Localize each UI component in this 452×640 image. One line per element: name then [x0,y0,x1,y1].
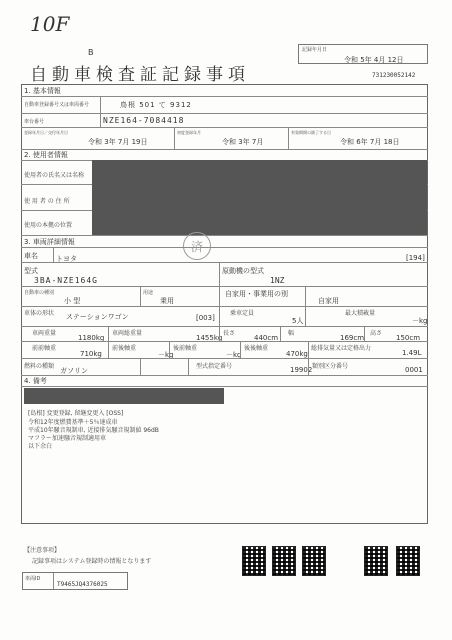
category-value: 0001 [405,366,423,374]
disp-value: 1.49L [402,349,422,357]
use-label: 用途 [143,290,154,296]
height-value: 150cm [396,334,421,342]
remark-1: [島根] 変更登録, 留継変更入 [OSS] [28,410,124,417]
reg-value: 鳥根 501 て 9312 [120,101,192,109]
record-date-value: 令和 5年 4月 12日 [344,56,404,64]
rf-label: 後前軸重 [173,345,198,352]
corner-letter: B [88,48,94,57]
notice-text: 記録事項はシステム登録時の情報となります [32,558,152,565]
category-label: 類別区分番号 [312,363,349,370]
use-value: 乗用 [160,297,174,305]
width-label: 幅 [288,330,295,337]
remark-2: 令和12年度燃費基準＋5％達成車 [28,419,118,426]
document-number: 731230052142 [372,72,416,79]
vehicle-id-value: T9465JQ4376025 [57,581,108,588]
rr-value: 470kg [286,350,308,358]
qr-code-2 [272,546,296,576]
model-label: 型式 [24,267,38,275]
engine-value: 1NZ [270,276,285,285]
maker-value: トヨタ [56,255,77,263]
rf-value: －kg [226,351,242,359]
gross-label: 車両総重量 [112,330,143,337]
capacity-value: 5人 [292,317,304,325]
first-reg-label: 初度登録年月 [177,130,201,135]
height-label: 高さ [370,330,383,337]
weight-value: 1180kg [78,334,105,342]
inspection-stamp: 済 [183,232,211,260]
body-value: ステーションワゴン [66,313,129,321]
sec3-heading: 3. 車両詳細情報 [24,238,75,246]
sec1-heading: 1. 基本情報 [24,87,61,95]
remark-5: 以下余白 [28,443,53,450]
capacity-label: 乗車定員 [230,310,255,317]
width-value: 169cm [340,334,365,342]
remark-4: マフラー加速騒音規制適用車 [28,435,107,442]
remarks-redaction [24,388,224,404]
record-date-label: 記録年月日 [302,47,328,53]
type-approval-value: 19902 [290,366,313,374]
rr-label: 後後軸重 [244,345,269,352]
fuel-label: 燃料の種類 [24,363,55,370]
private-label: 自家用・事業用の別 [225,290,288,298]
vin-value: NZE164-7084418 [103,116,185,125]
reg-label: 自動車登録番号又は車両番号 [24,102,90,108]
remark-3: 平成10年騒音規制車, 近接排気騒音規制値 96dB [28,427,159,434]
first-reg-value: 令和 3年 7月 [222,138,264,146]
gross-value: 1455kg [196,334,223,342]
document-title: 自動車検査証記録事項 [30,65,250,85]
qr-code-4 [364,546,388,576]
vin-label: 車台番号 [24,119,45,125]
maker-label: 車名 [24,252,38,260]
kind-value: 小 型 [64,297,81,305]
ff-value: 710kg [80,350,102,358]
fr-value: －kg [158,351,174,359]
model-value: 3BA-NZE164G [34,276,98,285]
length-label: 長さ [223,330,236,337]
form-frame [21,84,428,524]
engine-label: 原動機の型式 [222,267,264,275]
load-label: 最大積載量 [345,310,376,317]
reg-date-label: 登録年月日／交付年月日 [24,130,68,135]
handwritten-note: 10F [30,12,70,36]
vehicle-id-label: 車両ID [25,576,41,582]
qr-code-5 [396,546,420,576]
qr-code-1 [242,546,266,576]
fr-label: 前後軸重 [112,345,137,352]
address-label: 使 用 者 の 住 所 [24,198,70,205]
maker-code: [194] [406,254,425,262]
notice-label: 【注意事項】 [24,547,61,554]
ff-label: 前前軸重 [32,345,57,352]
owner-label: 使用者の氏名又は名称 [24,172,85,179]
sec4-heading: 4. 備考 [24,377,47,385]
base-label: 使用の本拠の位置 [24,222,73,229]
owner-redaction [92,160,427,235]
expiry-label: 有効期間の満了する日 [291,130,331,135]
expiry-value: 令和 6年 7月 18日 [340,138,400,146]
type-approval-label: 型式指定番号 [196,363,233,370]
private-value: 自家用 [318,297,339,305]
sec2-heading: 2. 使用者情報 [24,151,68,159]
body-code: [003] [196,314,215,322]
weight-label: 車両重量 [32,330,57,337]
qr-code-3 [302,546,326,576]
length-value: 440cm [254,334,279,342]
body-label: 車体の形状 [24,310,55,317]
record-date-box [298,44,428,64]
vehicle-id-box [22,572,128,590]
reg-date-value: 令和 3年 7月 19日 [88,138,148,146]
kind-label: 自動車の種別 [24,290,55,296]
load-value: －kg [412,317,428,325]
disp-label: 総排気量又は定格出力 [311,345,372,352]
fuel-value: ガソリン [60,367,88,375]
